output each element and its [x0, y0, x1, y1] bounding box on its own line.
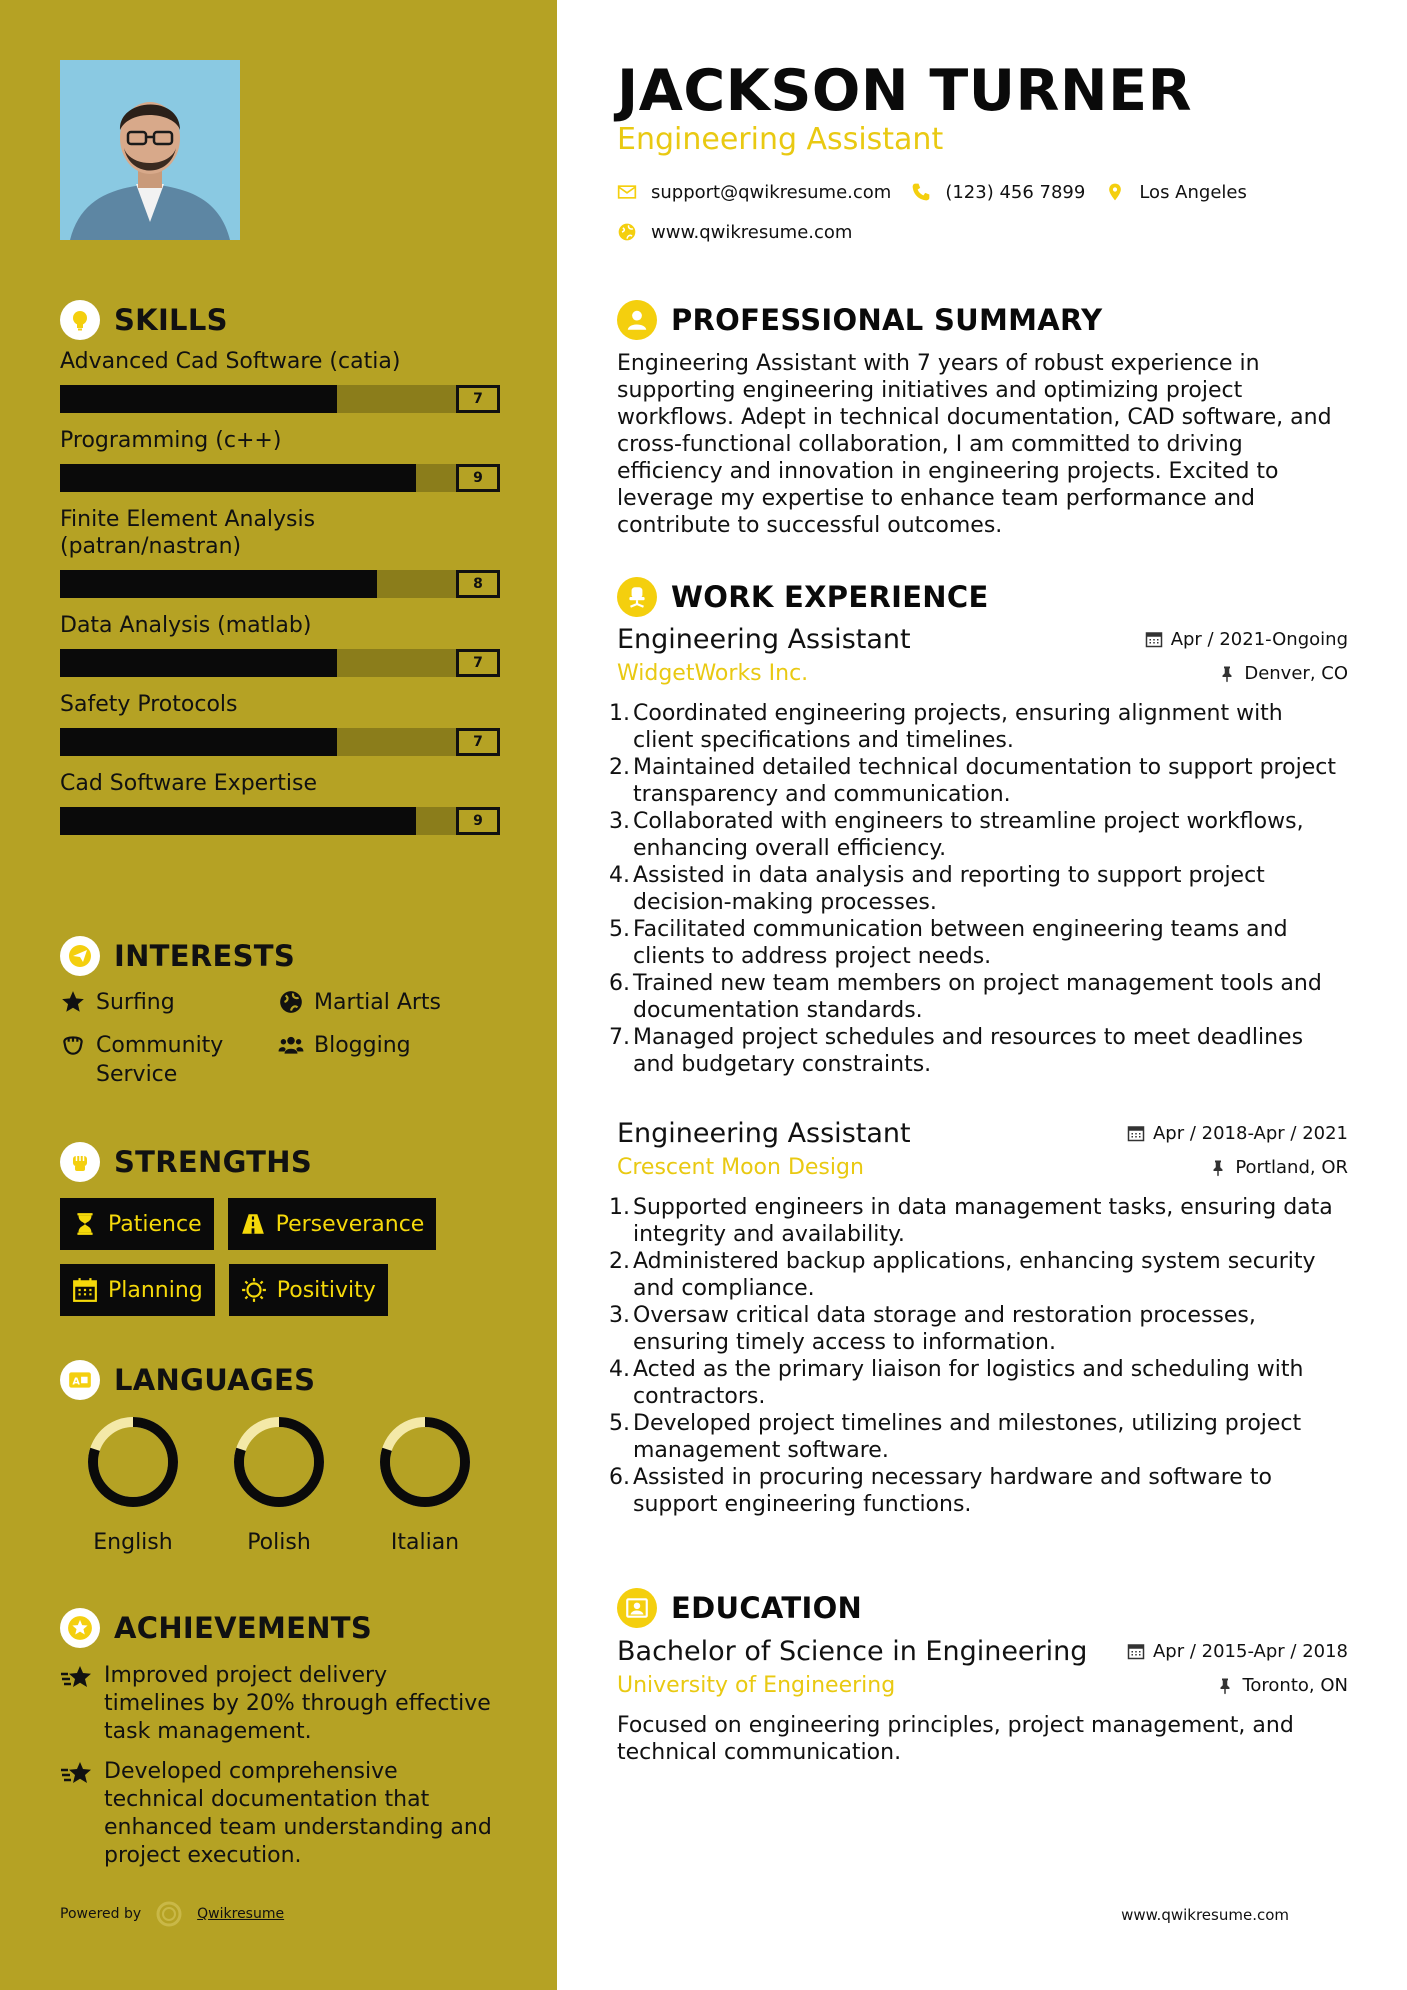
skill-bar	[60, 807, 500, 835]
main-content	[609, 0, 1348, 1990]
location-text: Los Angeles	[1139, 181, 1247, 203]
qwikresume-link[interactable]: Qwikresume	[197, 1906, 285, 1922]
website-text: www.qwikresume.com	[651, 221, 853, 243]
education-location-text: Toronto, ON	[1242, 1675, 1348, 1696]
education-date-text: Apr / 2015-Apr / 2018	[1152, 1640, 1348, 1662]
pushpin-icon	[1209, 1159, 1227, 1177]
powered-by	[60, 1900, 284, 1928]
skill-bar-fill	[60, 649, 337, 677]
duty-text: Oversaw critical data storage and restoration processes, ensuring timely access to information.	[633, 1303, 1256, 1355]
job-subheader	[617, 661, 1348, 686]
education-entry	[617, 1636, 1348, 1766]
globe-icon	[278, 989, 304, 1015]
language-name: Polish	[247, 1530, 311, 1555]
skill-score: 9	[456, 807, 500, 835]
duty-item: 3. Collaborated with engineers to streamline project workflows, enhancing overall efficiency.	[617, 808, 1348, 862]
duty-text: Developed project timelines and milestones, utilizing project management software.	[633, 1411, 1302, 1463]
skill-score: 9	[456, 464, 500, 492]
summary-text: Engineering Assistant with 7 years of robust experience in supporting engineering initiatives and optimizing project workflows. Adept in technical documentation, CAD software, and cross-functional collaboration, I am committed to driving efficiency and innovation in engineering projects. Excited to leverage my expertise to enhance team performance and contribute to successful outcomes.	[617, 351, 1332, 538]
job-header	[617, 1118, 1348, 1149]
pushpin-icon	[1218, 665, 1236, 683]
skill-bar-fill	[60, 464, 416, 492]
strengths-heading	[60, 1140, 500, 1184]
duty-text: Maintained detailed technical documentation to support project transparency and communication.	[633, 755, 1336, 807]
languages-list	[60, 1414, 500, 1555]
road-icon	[240, 1211, 266, 1237]
lightbulb-icon	[60, 300, 100, 340]
languages-section	[60, 1358, 500, 1555]
skill-name: Data Analysis (matlab)	[60, 613, 312, 638]
star-icon	[60, 989, 86, 1015]
skill-bar-fill	[60, 807, 416, 835]
duty-text: Facilitated communication between engineering teams and clients to address project needs.	[633, 917, 1288, 969]
skill-bar	[60, 385, 500, 413]
duty-item: 3. Oversaw critical data storage and restoration processes, ensuring timely access to information.	[617, 1302, 1348, 1356]
strength-label: Patience	[108, 1211, 202, 1237]
phone-text: (123) 456 7899	[945, 181, 1086, 203]
strength-label: Positivity	[276, 1277, 376, 1303]
skills-heading	[60, 298, 500, 342]
profile-photo	[60, 60, 240, 240]
hourglass-icon	[72, 1211, 98, 1237]
strength-label: Planning	[108, 1277, 203, 1303]
duty-item: 4. Assisted in data analysis and reporting to support project decision-making processes.	[617, 862, 1348, 916]
duty-text: Supported engineers in data management tasks, ensuring data integrity and availability.	[633, 1195, 1333, 1247]
education-location	[1216, 1675, 1348, 1696]
job-duties	[609, 1194, 1348, 1518]
strength-chip	[60, 1198, 214, 1250]
location-contact	[1105, 182, 1247, 203]
job-location	[1209, 1157, 1348, 1178]
education-header	[617, 1636, 1348, 1667]
strengths-title: STRENGTHS	[114, 1145, 313, 1179]
job-location-text: Denver, CO	[1244, 663, 1348, 684]
achievement-item	[60, 1758, 500, 1870]
job-date	[1145, 629, 1348, 650]
fist-icon	[60, 1142, 100, 1182]
job-company: WidgetWorks Inc.	[617, 661, 809, 686]
language-ring	[231, 1414, 327, 1510]
skill-bar	[60, 728, 500, 756]
job-subheader	[617, 1155, 1348, 1180]
duty-item: 6. Trained new team members on project management tools and documentation standards.	[617, 970, 1348, 1024]
users-icon	[278, 1032, 304, 1058]
job-header	[617, 624, 1348, 655]
skill-name: Finite Element Analysis (patran/nastran)	[60, 507, 316, 559]
skill-item	[60, 506, 500, 598]
experience-title: WORK EXPERIENCE	[671, 580, 989, 614]
job-date-text: Apr / 2018-Apr / 2021	[1152, 1122, 1348, 1144]
graduate-icon	[617, 1588, 657, 1628]
education-subheader	[617, 1673, 1348, 1698]
job-entry	[609, 1118, 1348, 1518]
powered-by-label: Powered by	[60, 1906, 142, 1922]
skill-name: Cad Software Expertise	[60, 771, 317, 796]
interests-section	[60, 934, 500, 1089]
job-title: Engineering Assistant	[617, 624, 911, 655]
skill-bar-fill	[60, 385, 337, 413]
skill-bar-fill	[60, 728, 337, 756]
contact-row	[617, 218, 1348, 246]
skill-item	[60, 348, 500, 413]
interest-label: Martial Arts	[314, 990, 442, 1015]
duty-text: Acted as the primary liaison for logistics and scheduling with contractors.	[633, 1357, 1304, 1409]
summary-heading	[617, 298, 1102, 342]
education-title: EDUCATION	[671, 1591, 863, 1625]
skill-name: Programming (c++)	[60, 428, 282, 453]
skill-bar	[60, 649, 500, 677]
duty-text: Collaborated with engineers to streamline project workflows, enhancing overall efficiency.	[633, 809, 1304, 861]
calendar-icon	[1127, 1642, 1145, 1660]
strength-chip	[228, 1198, 437, 1250]
calendar-icon	[1127, 1124, 1145, 1142]
star-badge-icon	[60, 1608, 100, 1648]
duty-item: 4. Acted as the primary liaison for logistics and scheduling with contractors.	[617, 1356, 1348, 1410]
job-date	[1127, 1123, 1348, 1144]
skills-list	[60, 348, 500, 835]
job-duties	[609, 700, 1348, 1078]
svg-text:A: A	[72, 1376, 80, 1388]
achievement-text: Improved project delivery timelines by 20% through effective task management.	[104, 1663, 491, 1744]
shooting-star-icon	[60, 1662, 94, 1692]
duty-text: Assisted in procuring necessary hardware and software to support engineering functions.	[633, 1465, 1272, 1517]
duty-text: Coordinated engineering projects, ensuring alignment with client specifications and timelines.	[633, 701, 1283, 753]
achievements-heading	[60, 1606, 500, 1650]
duty-item: 6. Assisted in procuring necessary hardware and software to support engineering functions.	[617, 1464, 1348, 1518]
interest-item	[278, 1031, 500, 1089]
education-degree: Bachelor of Science in Engineering	[617, 1636, 1088, 1667]
duty-text: Managed project schedules and resources to meet deadlines and budgetary constraints.	[633, 1025, 1304, 1077]
interest-item	[60, 1031, 278, 1089]
sun-icon	[241, 1277, 267, 1303]
skills-title: SKILLS	[114, 303, 228, 337]
strength-chip	[229, 1264, 388, 1316]
duty-item: 2. Maintained detailed technical documentation to support project transparency and communication.	[617, 754, 1348, 808]
language-name: Italian	[390, 1530, 460, 1555]
duty-text: Trained new team members on project management tools and documentation standards.	[633, 971, 1322, 1023]
interests-title: INTERESTS	[114, 939, 296, 973]
interest-label: Community Service	[96, 1033, 224, 1087]
strengths-list	[60, 1198, 500, 1316]
interest-item	[60, 988, 278, 1017]
duty-text: Administered backup applications, enhancing system security and compliance.	[633, 1249, 1316, 1301]
pushpin-icon	[1216, 1677, 1234, 1695]
calendar-icon	[72, 1277, 98, 1303]
education-heading	[617, 1586, 862, 1630]
contact-row	[617, 178, 1348, 206]
paper-plane-icon	[60, 936, 100, 976]
skills-section	[60, 298, 500, 835]
job-company: Crescent Moon Design	[617, 1155, 864, 1180]
duty-item: 1. Coordinated engineering projects, ensuring alignment with client specifications and timelines.	[617, 700, 1348, 754]
phone-contact[interactable]	[911, 182, 1085, 203]
envelope-icon	[617, 182, 637, 202]
education-description: Focused on engineering principles, project management, and technical communication.	[617, 1713, 1294, 1765]
email-text: support@qwikresume.com	[651, 181, 892, 203]
skill-bar	[60, 464, 500, 492]
footer-url[interactable]: www.qwikresume.com	[1121, 1906, 1289, 1924]
translate-icon	[60, 1360, 100, 1400]
website-contact[interactable]	[617, 222, 852, 243]
skill-bar	[60, 570, 500, 598]
skill-item	[60, 770, 500, 835]
interest-label: Surfing	[96, 990, 175, 1015]
achievements-section	[60, 1606, 500, 1870]
job-location-text: Portland, OR	[1235, 1157, 1348, 1178]
skill-bar-fill	[60, 570, 377, 598]
education-school: University of Engineering	[617, 1673, 896, 1698]
languages-heading	[60, 1358, 500, 1402]
duty-item: 7. Managed project schedules and resources to meet deadlines and budgetary constraints.	[617, 1024, 1348, 1078]
job-date-text: Apr / 2021-Ongoing	[1170, 628, 1348, 650]
strength-chip	[60, 1264, 215, 1316]
qwikresume-logo-icon	[155, 1900, 183, 1928]
achievement-text: Developed comprehensive technical documentation that enhanced team understanding and project execution.	[104, 1759, 492, 1868]
strength-label: Perseverance	[275, 1211, 425, 1237]
achievement-item	[60, 1662, 500, 1746]
skill-item	[60, 612, 500, 677]
skill-item	[60, 427, 500, 492]
user-icon	[617, 300, 657, 340]
language-ring	[377, 1414, 473, 1510]
summary-title: PROFESSIONAL SUMMARY	[671, 303, 1103, 337]
skill-score: 7	[456, 728, 500, 756]
interest-item	[278, 988, 500, 1017]
job-location	[1218, 663, 1348, 684]
skill-score: 8	[456, 570, 500, 598]
skill-name: Safety Protocols	[60, 692, 238, 717]
interest-label: Blogging	[314, 1033, 411, 1058]
education-date	[1127, 1641, 1348, 1662]
hand-icon	[60, 1032, 86, 1058]
profile-portrait-icon	[60, 60, 240, 240]
duty-item: 5. Developed project timelines and milestones, utilizing project management software.	[617, 1410, 1348, 1464]
calendar-icon	[1145, 630, 1163, 648]
shooting-star-icon	[60, 1758, 94, 1788]
skill-score: 7	[456, 649, 500, 677]
candidate-role: Engineering Assistant	[617, 122, 944, 157]
candidate-name: JACKSON TURNER	[617, 58, 1192, 124]
duty-item: 5. Facilitated communication between engineering teams and clients to address project needs.	[617, 916, 1348, 970]
strengths-section	[60, 1140, 500, 1316]
map-pin-icon	[1105, 182, 1125, 202]
experience-heading	[617, 575, 989, 619]
language-item	[206, 1414, 352, 1555]
email-contact[interactable]	[617, 182, 891, 203]
language-item	[60, 1414, 206, 1555]
interests-heading	[60, 934, 500, 978]
language-ring	[85, 1414, 181, 1510]
interests-list	[60, 988, 500, 1089]
achievements-title: ACHIEVEMENTS	[114, 1611, 373, 1645]
duty-text: Assisted in data analysis and reporting to support project decision-making processes.	[633, 863, 1265, 915]
phone-icon	[911, 182, 931, 202]
duty-item: 1. Supported engineers in data management tasks, ensuring data integrity and availability.	[617, 1194, 1348, 1248]
contact-info	[617, 178, 1348, 258]
language-name: English	[93, 1530, 173, 1555]
globe-icon	[617, 222, 637, 242]
skill-score: 7	[456, 385, 500, 413]
skill-item	[60, 691, 500, 756]
job-title: Engineering Assistant	[617, 1118, 911, 1149]
job-entry	[609, 624, 1348, 1078]
sidebar	[0, 0, 557, 1990]
languages-title: LANGUAGES	[114, 1363, 316, 1397]
skill-name: Advanced Cad Software (catia)	[60, 349, 401, 374]
duty-item: 2. Administered backup applications, enhancing system security and compliance.	[617, 1248, 1348, 1302]
language-item	[352, 1414, 498, 1555]
office-chair-icon	[617, 577, 657, 617]
